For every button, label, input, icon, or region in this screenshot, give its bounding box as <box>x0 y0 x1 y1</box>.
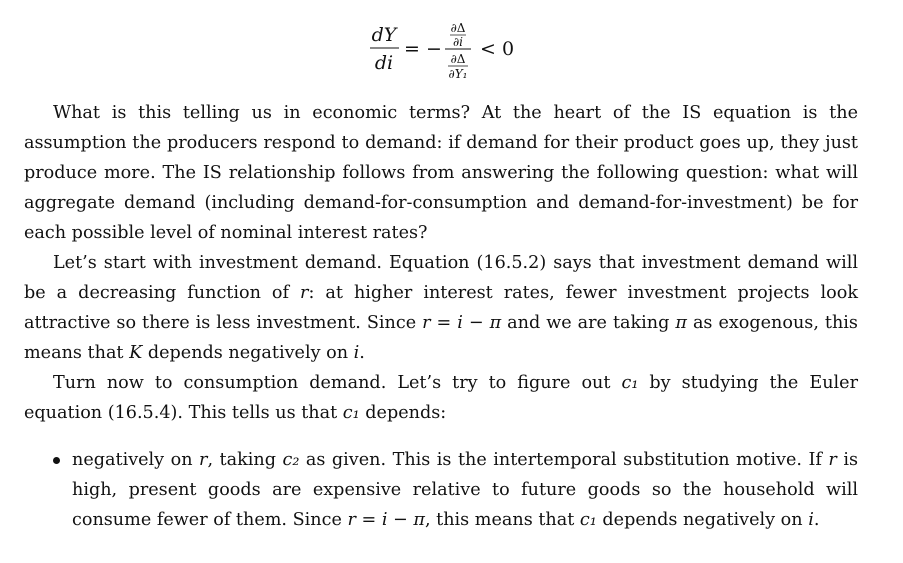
b1-eq-r-i-pi: r = i − π <box>347 510 425 530</box>
p2-var-pi: π <box>675 313 687 333</box>
p2-text-1: Let’s start with investment demand. Equation (16.5.2) says that investment demand will be a decreasing function of <box>24 253 858 303</box>
b1-text-4: is high, present goods are expensive relative to future goods so the household will consume fewer of them. Since <box>72 450 858 530</box>
p3-text-2: by studying the Euler equation (16.5.4). This tells us that <box>24 373 858 423</box>
b1-text-7: . <box>813 510 820 530</box>
body-text <box>24 98 858 428</box>
b1-var-r-2: r <box>828 450 837 470</box>
b1-text-2: , taking <box>207 450 283 470</box>
b1-text-1: negatively on <box>72 450 200 470</box>
p2-var-r: r <box>300 283 309 303</box>
p3-var-c1-b: c₁ <box>342 403 360 423</box>
p3-text-3: depends: <box>359 403 447 423</box>
minus-sign: − <box>426 38 442 60</box>
p2-text-3: and we are taking <box>501 313 676 333</box>
p2-text-4: as exogenous, this means that <box>24 313 858 363</box>
list-item <box>24 445 858 535</box>
b1-var-c2: c₂ <box>282 450 300 470</box>
rhs-top-numerator: ∂Δ <box>450 21 466 35</box>
bullet-list <box>24 445 858 535</box>
relation-less-than-zero: < 0 <box>480 38 515 60</box>
rhs-bottom-denominator: ∂Y₁ <box>448 67 468 81</box>
b1-var-c1: c₁ <box>579 510 597 530</box>
b1-var-i: i <box>808 510 814 530</box>
b1-text-6: depends negatively on <box>596 510 809 530</box>
display-equation <box>0 18 903 84</box>
p2-eq-r-i-pi: r = i − π <box>422 313 502 333</box>
equation-svg <box>360 18 560 84</box>
paragraph-2 <box>24 248 858 368</box>
b1-text-5: , this means that <box>424 510 580 530</box>
lhs-denominator: di <box>374 52 394 74</box>
p2-text-6: . <box>359 343 365 363</box>
p3-var-c1: c₁ <box>621 373 639 393</box>
p2-var-k: K <box>129 343 143 363</box>
lhs-numerator: dY <box>371 24 397 46</box>
p2-text-2: : at higher interest rates, fewer investment projects look attractive so there is less investment. Since <box>24 283 859 333</box>
p2-var-i: i <box>353 343 360 363</box>
p2-text-5: depends negatively on <box>142 343 354 363</box>
bullet-dot-icon <box>53 457 60 464</box>
b1-var-r: r <box>199 450 208 470</box>
rhs-bottom-numerator: ∂Δ <box>450 52 466 66</box>
paragraph-3 <box>24 368 858 428</box>
equals-sign: = <box>404 38 420 60</box>
paragraph-1: What is this telling us in economic terms? At the heart of the IS equation is the assumption the producers respond to demand: if demand for their product goes up, they just produce more. The IS relationship follows from answering the following question: what will aggregate demand (including demand-for-consumption and demand-for-investment) be for each possible level of nominal interest rates? <box>24 103 858 243</box>
b1-text-3: as given. This is the intertemporal substitution motive. If <box>299 450 829 470</box>
rhs-top-denominator: ∂i <box>452 35 464 49</box>
p3-text-1: Turn now to consumption demand. Let’s try to figure out <box>53 373 622 393</box>
